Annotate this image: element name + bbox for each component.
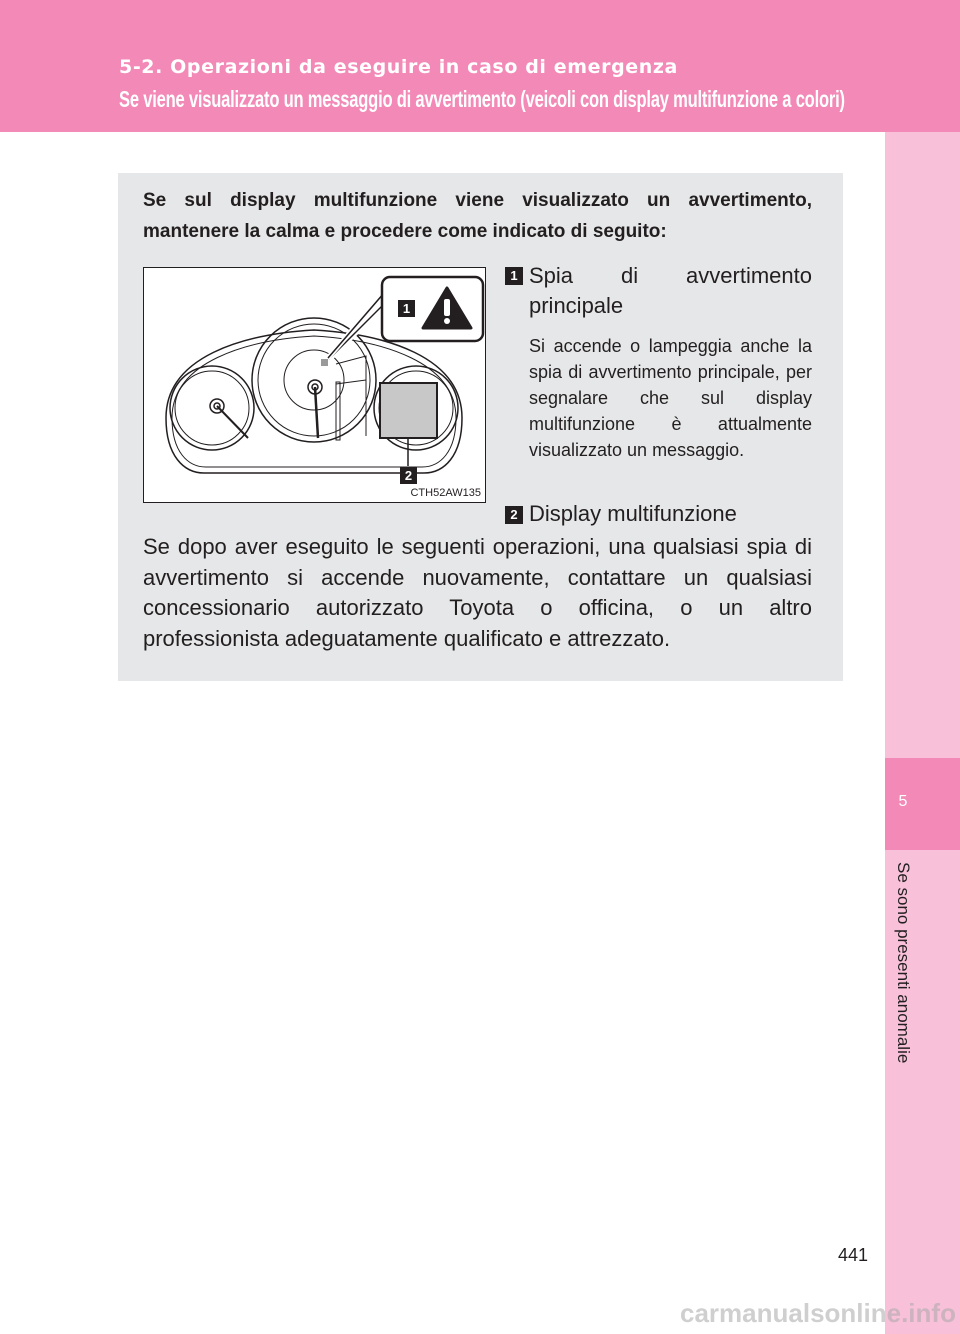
callout-badge-2 bbox=[400, 467, 417, 484]
legend-title-master-warning: Spia di avvertimento principale bbox=[529, 263, 812, 318]
watermark: carmanualsonline.info bbox=[680, 1298, 956, 1328]
info-box bbox=[118, 173, 843, 681]
page-title: Se viene visualizzato un messaggio di avvertimento (veicoli con display multifunzione a colori) bbox=[119, 86, 845, 112]
callout-number-1: 1 bbox=[402, 301, 411, 316]
warning-callout-box bbox=[382, 277, 483, 341]
legend-item-multifunction-display bbox=[505, 498, 812, 530]
chapter-side-strip bbox=[885, 132, 960, 1334]
instrument-cluster-illustration bbox=[144, 268, 486, 503]
chapter-number: 5 bbox=[898, 793, 908, 810]
legend-item-master-warning bbox=[505, 261, 812, 501]
master-warning-indicator bbox=[321, 359, 328, 366]
callout-badge-1 bbox=[398, 300, 415, 317]
multifunction-display bbox=[380, 383, 437, 438]
legend-badge-2: 2 bbox=[505, 506, 523, 524]
section-title: 5-2. Operazioni da eseguire in caso di emergenza bbox=[119, 56, 678, 78]
legend-badge-1: 1 bbox=[505, 267, 523, 285]
callout-number-2: 2 bbox=[404, 468, 413, 483]
page-number: 441 bbox=[838, 1245, 869, 1265]
chapter-label: Se sono presenti anomalie bbox=[894, 862, 913, 1064]
chapter-tab bbox=[885, 758, 960, 850]
outro-text: Se dopo aver eseguito le seguenti operazioni, una qualsiasi spia di avvertimento si accende nuovamente, contattare un qualsiasi concessionario autorizzato Toyota o officina, o un altro professionista adeguatamente qualificato e attrezzato. bbox=[143, 534, 812, 651]
figure-code: CTH52AW135 bbox=[410, 487, 481, 499]
page-header bbox=[0, 0, 960, 132]
intro-text: Se sul display multifunzione viene visualizzato un avvertimento, mantenere la calma e procedere come indicato di seguito: bbox=[143, 190, 812, 242]
legend-description-master-warning: Si accende o lampeggia anche la spia di avvertimento principale, per segnalare che sul display multifunzione è attualmente visualizzato un messaggio. bbox=[529, 336, 812, 460]
legend-title-multifunction-display: Display multifunzione bbox=[529, 501, 737, 526]
instrument-cluster-figure bbox=[143, 267, 486, 503]
